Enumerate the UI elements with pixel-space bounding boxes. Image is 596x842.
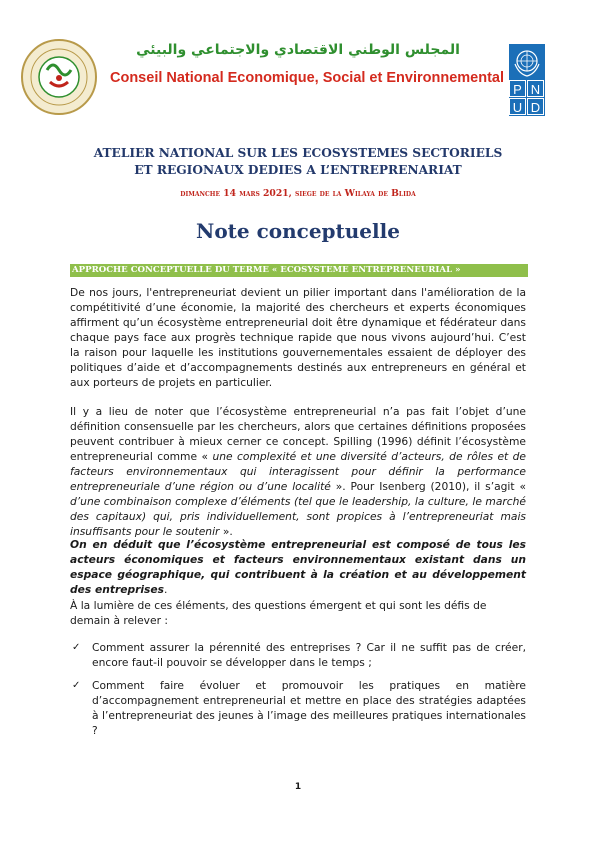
checkmark-icon: ✓ [72,680,81,691]
paragraph-text: Il y a lieu de noter que l’écosystème entrepreneurial n’a pas fait l’objet d’une définition consensuelle par les chercheurs, alors que certaines définitions proposées peuvent contribuer à mieux cerner ce concept. Spilling (1996) définit l’écosystème entrepreneurial comme « [70,405,526,463]
org-name-arabic: المجلس الوطني الاقتصادي والاجتماعي والبيئي [136,42,460,58]
paragraph-conclusion [70,537,526,597]
event-title [40,145,556,179]
undp-letter: U [509,98,526,115]
list-item [70,640,526,670]
undp-letter: D [527,98,544,115]
undp-logo-icon [509,44,545,116]
paragraph-definitions [70,404,526,539]
page-number: 1 [294,782,302,792]
paragraph-text: ». Pour Isenberg (2010), il s’agit « [330,480,527,493]
paragraph-questions-intro: À la lumière de ces éléments, des questions émergent et qui sont les défis de demain à relever : [70,599,487,627]
checkmark-icon: ✓ [72,642,81,653]
conclusion-period: . [164,583,168,596]
cnese-seal-icon [20,38,98,116]
challenges-list [70,640,526,746]
conclusion-text: On en déduit que l’écosystème entrepreneurial est composé de tous les acteurs économiques et facteurs environnementaux existant dans un espace géographique, qui contribuent à la création et au développement des entreprises [70,538,526,596]
quote-spilling: une complexité et une diversité d’acteurs, de rôles et de facteurs environnementaux qui interagissent pour définir la performance entrepreneuriale d’une région ou d’une localité [70,450,527,493]
document-header [0,0,596,125]
undp-letter: N [527,80,544,97]
org-name-french: Conseil National Economique, Social et Environnemental [110,70,504,86]
document-title: Note conceptuelle [196,219,400,243]
un-emblem-icon [509,44,545,80]
paragraph-introduction: De nos jours, l'entrepreneuriat devient un pilier important dans l'amélioration de la compétitivité d’une économie, la majorité des chercheurs et experts économiques affirment qu’un écosystème entrepreneurial doit être dynamique et fédérateur dans chaque pays face aux progrès technique rapide que nous vivons aujourd’hui. C’est la raison pour laquelle les institutions gouvernementales essaient de déployer des politiques d’aide et d’accompagnements destinés aux entrepreneurs en général et aux porteurs de projets en particulier. [70,286,526,389]
list-item [70,678,526,738]
event-title-line1: ATELIER NATIONAL SUR LES ECOSYSTEMES SECTORIELS [93,146,503,160]
section-heading: APPROCHE CONCEPTUELLE DU TERME « ECOSYSTEME ENTREPRENEURIAL » [70,264,528,277]
paragraph-text: ». [219,525,233,538]
list-item-text: Comment assurer la pérennité des entreprises ? Car il ne suffit pas de créer, encore faut-il pouvoir se développer dans le temps ; [92,641,526,669]
quote-isenberg: d’une combinaison complexe d’éléments (tel que le leadership, la culture, le marché des capitaux) qui, pris individuellement, sont propices à l’entrepreneuriat mais insuffisants pour le soutenir [70,495,526,538]
list-item-text: Comment faire évoluer et promouvoir les pratiques en matière d’accompagnement entrepreneurial et mettre en place des stratégies adaptées à l’entrepreneuriat des jeunes à l’image des meilleures pratiques internationales ? [92,679,526,737]
event-date-location: dimanche 14 mars 2021, siege de la Wilaya de Blida [180,188,416,199]
event-title-line2: ET REGIONAUX DEDIES A L’ENTREPRENARIAT [134,163,462,177]
undp-letter: P [509,80,526,97]
